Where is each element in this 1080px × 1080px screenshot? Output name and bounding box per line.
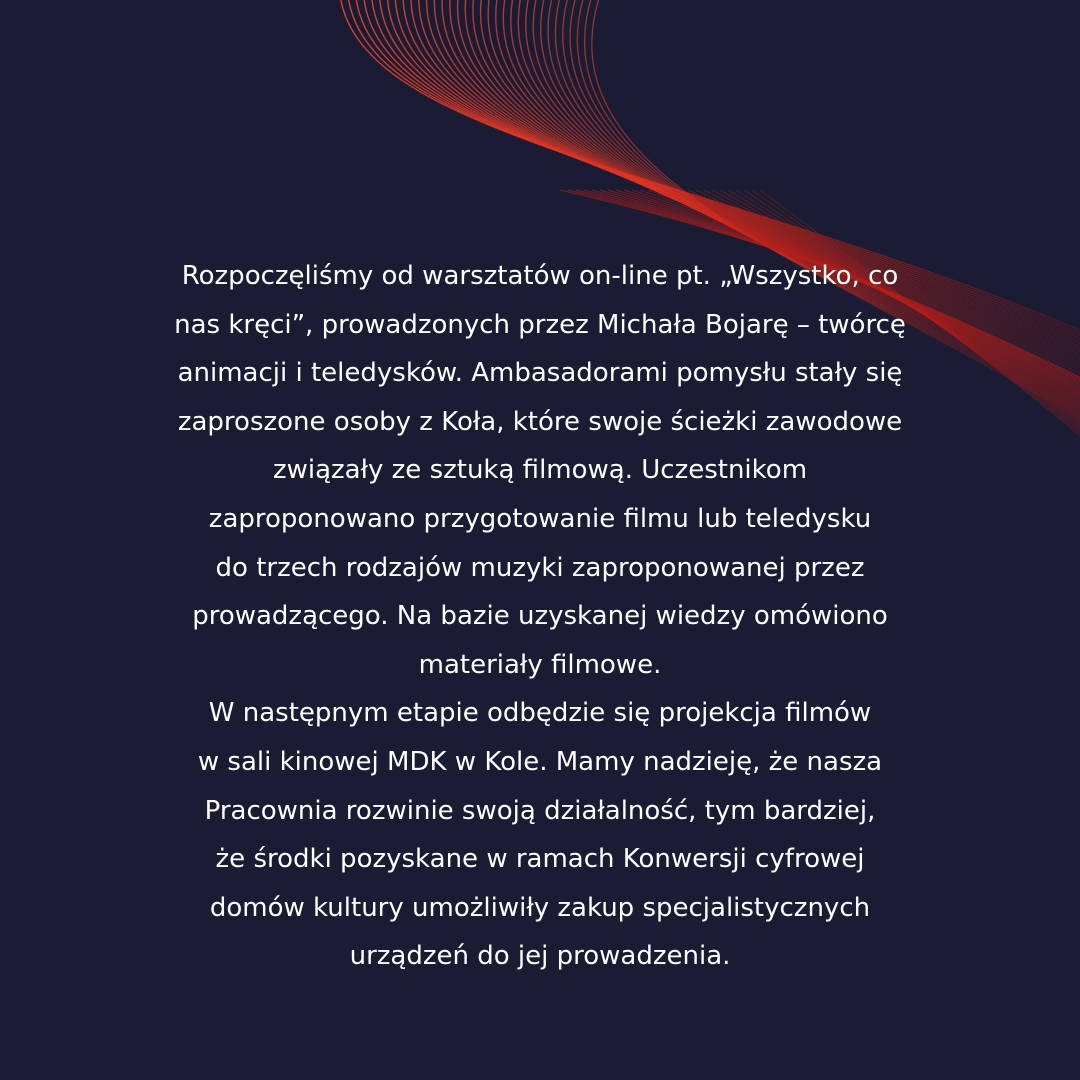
text-line: do trzech rodzajów muzyki zaproponowanej przez bbox=[215, 552, 865, 583]
text-line: zaproszone osoby z Koła, które swoje ścieżki zawodowe bbox=[177, 406, 903, 437]
text-line: związały ze sztuką filmową. Uczestnikom bbox=[272, 455, 808, 486]
text-line: W następnym etapie odbędzie się projekcja filmów bbox=[208, 698, 872, 729]
text-line: Rozpoczęliśmy od warsztatów on-line pt. „Wszystko, co bbox=[181, 261, 899, 291]
text-line: nas kręci”, prowadzonych przez Michała Bojarę – twórcę bbox=[174, 309, 906, 340]
text-line: prowadzącego. Na bazie uzyskanej wiedzy omówiono bbox=[192, 601, 888, 632]
text-line: zaproponowano przygotowanie filmu lub teledysku bbox=[208, 503, 872, 534]
text-line: Pracownia rozwinie swoją działalność, tym bardziej, bbox=[204, 795, 876, 826]
body-text bbox=[90, 252, 990, 981]
text-line: w sali kinowej MDK w Kole. Mamy nadzieję, że nasza bbox=[197, 746, 883, 777]
text-line: urządzeń do jej prowadzenia. bbox=[349, 941, 731, 972]
text-line: że środki pozyskane w ramach Konwersji cyfrowej bbox=[215, 844, 865, 875]
text-line: domów kultury umożliwiły zakup specjalistycznych bbox=[209, 892, 871, 923]
text-line: materiały filmowe. bbox=[418, 649, 662, 680]
text-line: animacji i teledysków. Ambasadorami pomysłu stały się bbox=[177, 358, 903, 389]
